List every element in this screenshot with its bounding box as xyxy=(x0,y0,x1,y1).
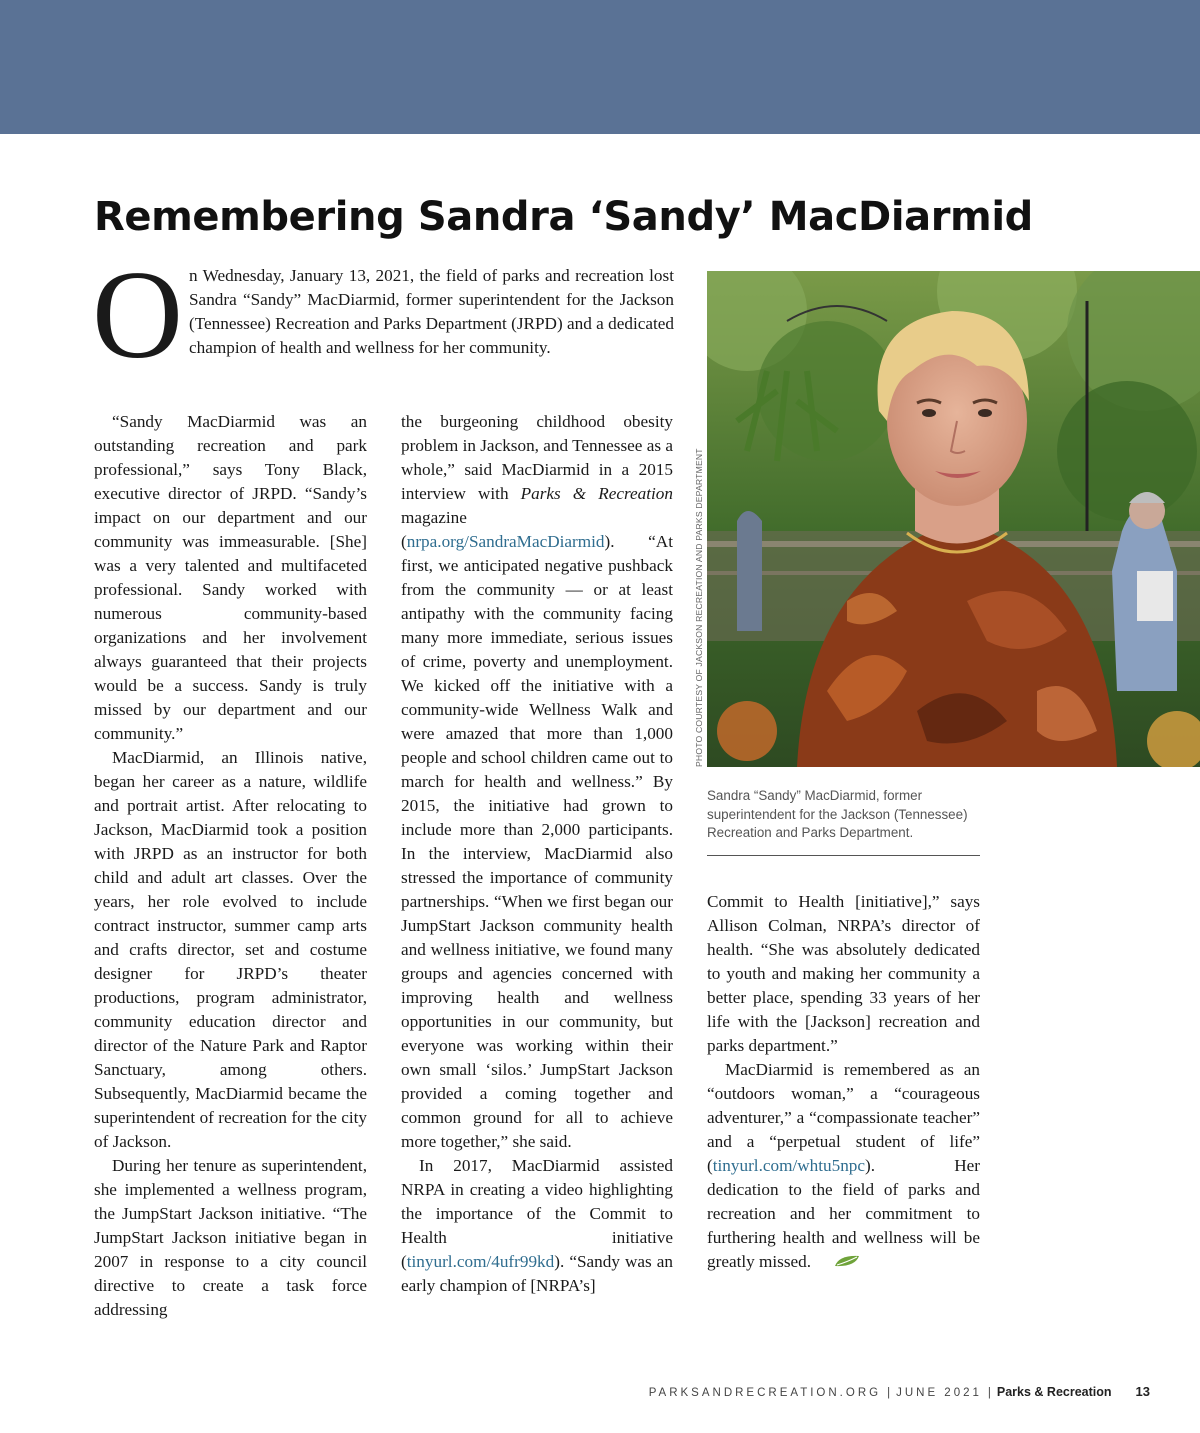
obituary-link[interactable]: tinyurl.com/whtu5npc xyxy=(712,1156,866,1175)
footer-separator: | xyxy=(887,1387,891,1399)
paragraph: Commit to Health [initiative],” says Allison Colman, NRPA’s director of health. “She was absolutely dedicated to youth and making her community a better place, spending 33 years of her life with the [Jackson] recreation and parks department.” xyxy=(707,892,980,1055)
leaf-icon xyxy=(815,1251,861,1275)
article-column-1 xyxy=(94,410,367,1322)
footer-brand: Parks & Recreation xyxy=(996,1385,1112,1399)
paragraph xyxy=(707,1058,980,1275)
text-run: ). “At first, we anticipated negative pushback from the community — or at least antipathy with the community facing many more immediate, serious issues of crime, poverty and unemployment. We kicked off the initiative with a community-wide Wellness Walk and were amazed that more than 1,000 people and school children came out to march for health and wellness.” By 2015, the initiative had grown to include more than 2,000 participants. In the interview, MacDiarmid also stressed the importance of community partnerships. “When we first began our JumpStart Jackson community health and wellness initiative, we found many groups and agencies concerned with improving health and wellness opportunities in our community, but everyone was working within their own small ‘silos.’ JumpStart Jackson provided a coming together and common ground for all to achieve more together,” she said. xyxy=(401,532,673,1151)
intro-paragraph xyxy=(92,246,674,385)
article-headline: Remembering Sandra ‘Sandy’ MacDiarmid xyxy=(94,194,1033,240)
text-run: In 2017, MacDiarmid assisted NRPA in creating a video highlighting the importance of the Commit to Health initiative ( xyxy=(401,1156,673,1271)
page-footer xyxy=(0,1384,1150,1399)
header-band xyxy=(0,0,1200,134)
video-link[interactable]: tinyurl.com/4ufr99kd xyxy=(406,1252,555,1271)
article-column-3 xyxy=(707,890,980,1275)
footer-site: PARKSANDRECREATION.ORG xyxy=(648,1387,882,1399)
text-run: MacDiarmid is remembered as an “outdoors woman,” a “courageous adventurer,” a “compassionate teacher” and a “perpetual student of life” ( xyxy=(707,1060,980,1175)
portrait-illustration xyxy=(707,271,1200,767)
nrpa-link[interactable]: nrpa.org/SandraMacDiarmid xyxy=(406,532,605,551)
portrait-photo xyxy=(707,271,1200,767)
paragraph xyxy=(401,1154,673,1298)
paragraph: During her tenure as superintendent, she implemented a wellness program, the JumpStart Jackson initiative. “The JumpStart Jackson initiative began in 2007 in response to a city council directive to create a task force addressing xyxy=(94,1156,367,1319)
drop-cap: O xyxy=(92,246,183,385)
intro-text: n Wednesday, January 13, 2021, the field of parks and recreation lost Sandra “Sandy” MacDiarmid, former superintendent for the Jackson (Tennessee) Recreation and Parks Department (JRPD) and a dedicated champion of health and wellness for her community. xyxy=(189,266,674,357)
paragraph: MacDiarmid, an Illinois native, began her career as a nature, wildlife and portrait artist. After relocating to Jackson, MacDiarmid took a position with JRPD as an instructor for both child and adult art classes. Over the years, her role evolved to include contract instructor, summer camp arts and crafts director, set and costume designer for JRPD’s theater productions, program administrator, community education director and director of the Nature Park and Raptor Sanctuary, among others. Subsequently, MacDiarmid became the superintendent of recreation for the city of Jackson. xyxy=(94,748,367,1151)
footer-separator: | xyxy=(987,1387,991,1399)
text-run: ). Her dedication to the field of parks and recreation and her commitment to furthering health and wellness will be greatly missed. xyxy=(707,1156,980,1271)
magazine-title: Parks & Recreation xyxy=(520,484,673,503)
footer-date: JUNE 2021 xyxy=(896,1387,982,1399)
paragraph xyxy=(401,410,673,1154)
text-run: ). “Sandy was an early champion of [NRPA’s] xyxy=(401,1252,673,1295)
text-run: magazine ( xyxy=(401,508,467,551)
photo-credit: PHOTO COURTESY OF JACKSON RECREATION AND PARKS DEPARTMENT xyxy=(694,448,704,767)
page-number: 13 xyxy=(1135,1384,1150,1399)
photo-caption: Sandra “Sandy” MacDiarmid, former superintendent for the Jackson (Tennessee) Recreation and Parks Department. xyxy=(707,788,968,840)
caption-divider xyxy=(707,855,980,856)
paragraph: “Sandy MacDiarmid was an outstanding recreation and park professional,” says Tony Black, executive director of JRPD. “Sandy’s impact on our department and our community was immeasurable. [She] was a very talented and multifaceted professional. Sandy worked with numerous community-based organizations and her involvement always guaranteed that their projects would be a success. Sandy is truly missed by our department and our community.” xyxy=(94,412,367,743)
text-run: the burgeoning childhood obesity problem in Jackson, and Tennessee as a whole,” said MacDiarmid in a 2015 interview with xyxy=(401,412,673,503)
article-column-2 xyxy=(401,410,673,1298)
